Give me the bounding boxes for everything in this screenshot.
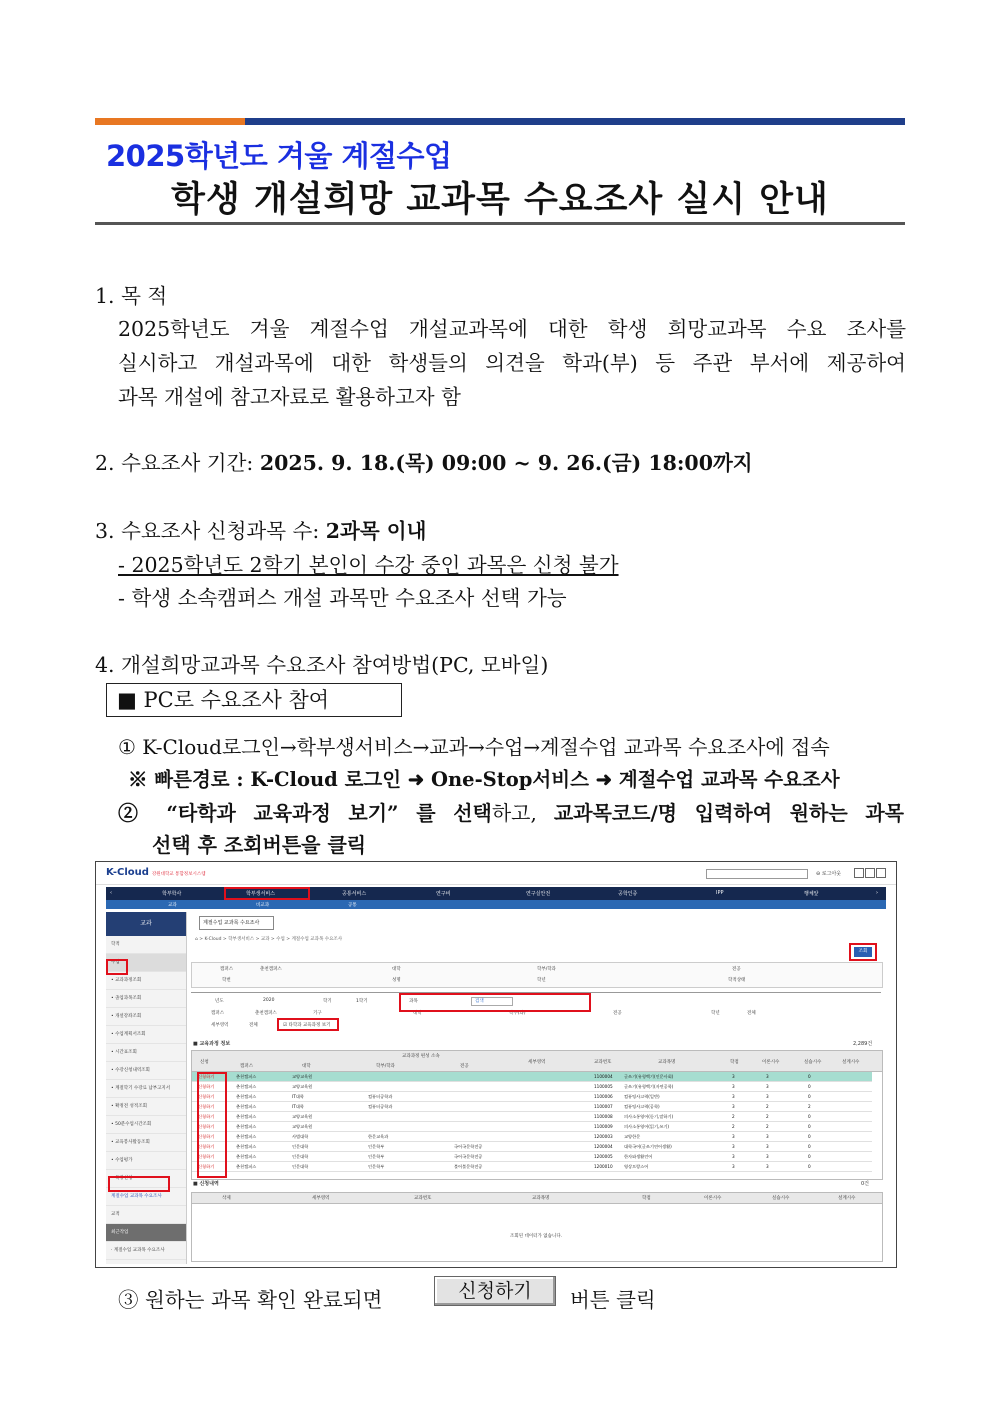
table-cell: 0 [808, 1134, 811, 1139]
filter-label: 학년 [711, 1011, 720, 1016]
table-cell: 컴퓨팅사고력(일반) [624, 1094, 660, 1099]
table-cell: 국어국문학전공 [454, 1154, 483, 1159]
section3-bullet2: - 학생 소속캠퍼스 개설 과목만 수요조사 선택 가능 [118, 586, 567, 610]
step2-b: 하고, [491, 801, 554, 825]
apply-button-image: 신청하기 [434, 1276, 556, 1306]
table-cell: 인문학부 [368, 1154, 385, 1159]
table-cell: 3 [766, 1144, 769, 1149]
table-cell: 춘천캠퍼스 [236, 1074, 257, 1079]
table-cell: 3 [766, 1134, 769, 1139]
grid-col: 설계시수 [838, 1196, 856, 1201]
subnav-item[interactable]: 공통 [348, 903, 357, 908]
table-cell: 춘천캠퍼스 [236, 1114, 257, 1119]
section1-body [118, 312, 906, 414]
grid-header [192, 1051, 882, 1072]
table-cell: 춘천캠퍼스 [236, 1094, 257, 1099]
grid-col: 교과번호 [414, 1196, 432, 1201]
sidebar-item[interactable]: • 졸업과목조회 [106, 990, 186, 1008]
table-cell: 춘천캠퍼스 [236, 1084, 257, 1089]
grid-col: 삭제 [222, 1196, 231, 1201]
kcloud-search-input[interactable] [706, 869, 808, 879]
subtitle: 2025학년도 겨울 계절수업 [106, 139, 452, 173]
table-cell: 3 [732, 1164, 735, 1169]
sidebar-item[interactable]: • 시간표조회 [106, 1044, 186, 1062]
table-cell: 2 [732, 1124, 735, 1129]
table-row[interactable] [192, 1112, 872, 1122]
sidebar-recent-item[interactable]: · 계절수업 교과목 수요조사 [106, 1242, 186, 1260]
table-cell: 춘천캠퍼스 [236, 1124, 257, 1129]
table-cell: 3 [732, 1134, 735, 1139]
filter-label: 세부영역 [211, 1023, 229, 1028]
table-cell: 3 [766, 1094, 769, 1099]
grid-col: 전공 [460, 1064, 469, 1069]
nav-item[interactable]: 행체앞 [804, 891, 819, 897]
table-cell: 3 [732, 1074, 735, 1079]
step2 [118, 797, 904, 826]
grid-col: 교과목명 [658, 1060, 676, 1065]
highlight-student-service [224, 887, 310, 900]
subnav-item[interactable]: 교과 [168, 903, 177, 908]
menu-icon[interactable] [865, 868, 875, 878]
table-row[interactable] [192, 1162, 872, 1172]
filter-label: 학기 [323, 999, 332, 1004]
apply-row-button[interactable]: 신청하기 [198, 1164, 215, 1169]
table-cell: 글쓰기(유형벡기(인문사회) [624, 1074, 674, 1079]
sidebar-item[interactable]: • 수강신청내역조회 [106, 1062, 186, 1080]
table-row[interactable] [192, 1152, 872, 1162]
table-cell: 1200003 [594, 1134, 613, 1139]
table-cell: 1100009 [594, 1124, 613, 1129]
area-select[interactable]: 전체 [249, 1023, 258, 1028]
table-cell: 0 [808, 1164, 811, 1169]
grid-col: 실습시수 [804, 1060, 822, 1065]
grid-col: 학부/학과 [376, 1064, 395, 1069]
table-row[interactable] [192, 1092, 872, 1102]
table-cell: 컴퓨터공학과 [368, 1094, 393, 1099]
form-label: 전공 [732, 967, 741, 972]
table-cell: 인문학부 [368, 1164, 385, 1169]
step1: ① K-Cloud로그인→학부생서비스→교과→수업→계절수업 교과목 수요조사에 접속 [118, 735, 830, 759]
apply-title: ■ 신청내역 [193, 1181, 219, 1187]
subnav-item[interactable]: 비교과 [256, 903, 270, 908]
step3-post: 버튼 클릭 [570, 1288, 656, 1312]
table-cell: 3 [732, 1104, 735, 1109]
section3-label: 3. 수요조사 신청과목 수: [95, 519, 326, 543]
apply-grid [191, 1192, 883, 1262]
table-cell: 2 [732, 1114, 735, 1119]
kcloud-main [191, 912, 891, 1264]
table-cell: 교양교육원 [292, 1074, 313, 1079]
table-cell: 0 [808, 1124, 811, 1129]
course-grid [191, 1050, 883, 1180]
kcloud-logo: K-Cloud 강원대학교 통합정보시스템 [106, 867, 206, 878]
table-cell: 1100006 [594, 1094, 613, 1099]
table-cell: 춘천캠퍼스 [236, 1144, 257, 1149]
apply-row-button[interactable]: 신청하기 [198, 1094, 215, 1099]
grid-col: 세부영역 [312, 1196, 330, 1201]
grid-col: 신청 [200, 1060, 209, 1065]
apply-row-button[interactable]: 신청하기 [198, 1144, 215, 1149]
form-label: 성명 [392, 978, 401, 983]
table-cell: 3 [766, 1084, 769, 1089]
nav-item[interactable]: 연구비 [436, 891, 451, 897]
table-cell: 2 [808, 1104, 811, 1109]
section2-label: 2. 수요조사 기간: [95, 451, 260, 475]
tab-seasonal-survey[interactable]: 계절수업 교과목 수요조사 [199, 916, 274, 930]
sidebar-item[interactable]: • 수업계획서조회 [106, 1026, 186, 1044]
table-cell: 3 [766, 1074, 769, 1079]
table-cell: 0 [808, 1144, 811, 1149]
table-row[interactable] [192, 1142, 872, 1152]
table-cell: 영상프랑스어 [624, 1164, 649, 1169]
table-row[interactable] [192, 1072, 872, 1082]
form-label: 학부/학과 [537, 967, 556, 972]
table-cell: 글쓰기(유형벡기(자연공학) [624, 1084, 674, 1089]
sidebar-item-seasonal-survey[interactable]: 계절수업 교과목 수요조사 [106, 1188, 186, 1206]
table-cell: 사범대학 [292, 1134, 309, 1139]
nav-item[interactable]: 연구실안전 [526, 891, 551, 897]
table-cell: 인문대학 [292, 1154, 309, 1159]
table-cell: 2 [766, 1104, 769, 1109]
grid-col: 실습시수 [772, 1196, 790, 1201]
table-cell: 불어불문학전공 [454, 1164, 483, 1169]
section2 [95, 446, 753, 476]
table-cell: 3 [766, 1154, 769, 1159]
step3-pre: ③ 원하는 과목 확인 완료되면 [118, 1288, 383, 1312]
highlight-other-dept-checkbox [277, 1018, 339, 1031]
section1-line: 2025학년도 겨울 계절수업 개설교과목에 대한 학생 희망교과목 수요 조사를 [118, 317, 906, 341]
grid-col: 설계시수 [842, 1060, 860, 1065]
sidebar-item[interactable]: • 특강신청 [106, 1170, 186, 1188]
filter-label: 과목 [409, 999, 418, 1004]
nav-prev-icon[interactable]: ‹ [110, 890, 112, 896]
grid-title: ■ 교육과정 정보 [193, 1041, 231, 1047]
table-cell: 교양교육원 [292, 1124, 313, 1129]
grid-col: 교과번호 [594, 1060, 612, 1065]
table-cell: 교양교육원 [292, 1114, 313, 1119]
table-cell: 1100005 [594, 1084, 613, 1089]
nav-item[interactable]: IPP [716, 890, 724, 896]
highlight-survey-menu [108, 1176, 170, 1192]
campus-select[interactable]: 춘천캠퍼스 [255, 1011, 277, 1016]
grid-icon[interactable] [876, 868, 886, 878]
step2-a: ② “타학과 교육과정 보기” 를 선택 [118, 801, 492, 825]
table-row[interactable] [192, 1102, 872, 1112]
table-cell: 1100008 [594, 1114, 613, 1119]
apply-count: 0건 [861, 1181, 870, 1187]
apply-row-button[interactable]: 신청하기 [198, 1154, 215, 1159]
table-row[interactable] [192, 1132, 872, 1142]
kcloud-header [96, 862, 896, 885]
table-row[interactable] [192, 1122, 872, 1132]
table-cell: 1100004 [594, 1074, 613, 1079]
table-cell: 1100007 [594, 1104, 613, 1109]
course-limit: 2과목 이내 [325, 519, 427, 543]
table-cell: 컴퓨팅사고력(공학) [624, 1104, 660, 1109]
nav-item-student-service[interactable]: 학부생서비스 [246, 891, 275, 897]
grade-select[interactable]: 전체 [747, 1011, 756, 1016]
table-cell: IT대학 [292, 1104, 304, 1109]
apply-row-button[interactable]: 신청하기 [198, 1134, 215, 1139]
sidebar-item[interactable]: 학적 [106, 936, 186, 954]
form-value: 춘천캠퍼스 [260, 967, 282, 972]
nav-item[interactable]: 공학인증 [618, 891, 638, 897]
sidebar-recent-head: 최근작업 [106, 1224, 186, 1242]
sidebar-item[interactable]: • 확정전 성적조회 [106, 1098, 186, 1116]
form-label: 학적상태 [728, 978, 746, 983]
section1-line: 과목 개설에 참고자료로 활용하고자 함 [118, 385, 461, 409]
table-cell: 인문학부 [368, 1144, 385, 1149]
nav-next-icon[interactable]: › [876, 890, 878, 896]
table-cell: 대학국어(글쓰기연어생활) [624, 1144, 672, 1149]
survey-period: 2025. 9. 18.(목) 09:00 ~ 9. 26.(금) 18:00까지 [259, 451, 753, 475]
grid-col: 대학 [302, 1064, 311, 1069]
sidebar-item[interactable]: 교적 [106, 1206, 186, 1224]
table-cell: 춘천캠퍼스 [236, 1154, 257, 1159]
table-cell: 한문교육과 [368, 1134, 389, 1139]
highlight-search-button [849, 943, 877, 961]
filter-label: 캠퍼스 [211, 1011, 225, 1016]
table-cell: 교양교육원 [292, 1084, 313, 1089]
sidebar-head: 교과 [106, 912, 186, 936]
filter-label: 학부(과) [509, 1011, 526, 1016]
logout-link[interactable]: ⊖ 로그아웃 [816, 871, 842, 877]
sidebar-item-class[interactable]: 수업 [106, 954, 186, 972]
highlight-apply-buttons [197, 1072, 227, 1178]
section1-heading: 1. 목 적 [95, 284, 168, 308]
grid-col: 학점 [642, 1196, 651, 1201]
kcloud-sub-nav [106, 900, 886, 909]
table-cell: 0 [808, 1084, 811, 1089]
step2-line2: 선택 후 조회버튼을 클릭 [152, 833, 367, 857]
empty-message: 조회된 데이터가 없습니다. [510, 1234, 563, 1239]
table-cell: 2 [766, 1114, 769, 1119]
table-cell: 한자와생활언어 [624, 1154, 653, 1159]
filter-label: 대학 [413, 1011, 422, 1016]
nav-item[interactable]: 학부학사 [162, 891, 182, 897]
filter-label: 전공 [613, 1011, 622, 1016]
course-search-link[interactable]: 검색 [475, 999, 484, 1004]
table-cell: 춘천캠퍼스 [236, 1164, 257, 1169]
form-label: 캠퍼스 [220, 967, 234, 972]
grid-col: 캠퍼스 [240, 1064, 254, 1069]
highlight-course-input [399, 993, 591, 1012]
table-cell: 인문대학 [292, 1144, 309, 1149]
table-cell: 춘천캠퍼스 [236, 1104, 257, 1109]
table-cell: 1200010 [594, 1164, 613, 1169]
filter-label: 년도 [215, 999, 224, 1004]
student-info-form [191, 962, 883, 988]
grid-group-header: 교과과정 편성 소속 [402, 1054, 440, 1059]
year-select[interactable]: 2020 [263, 998, 275, 1003]
form-label: 학년 [537, 978, 546, 983]
table-cell: 교양한문 [624, 1134, 641, 1139]
table-cell: 춘천캠퍼스 [236, 1134, 257, 1139]
header-bar-accent [95, 118, 245, 125]
grid-col: 이론시수 [704, 1196, 722, 1201]
step2-c: 교과목코드/명 입력하여 원하는 과목 [553, 801, 904, 825]
apply-row-button[interactable]: 신청하기 [198, 1104, 215, 1109]
table-cell: 3 [732, 1084, 735, 1089]
pc-box: ■ PC로 수요조사 참여 [106, 683, 402, 717]
breadcrumb: ⌂ > K-Cloud > 학부생서비스 > 교과 > 수업 > 계절수업 교과목 수요조사 [195, 937, 343, 942]
table-row[interactable] [192, 1082, 872, 1092]
semester-select[interactable]: 1학기 [356, 999, 368, 1004]
shortcut: ※ 빠른경로 : K-Cloud 로그인 ➜ One-Stop서비스 ➜ 계절수업 교과목 수요조사 [128, 768, 840, 791]
grid-col: 교과목명 [532, 1196, 550, 1201]
apply-row-button[interactable]: 신청하기 [198, 1114, 215, 1119]
toolbar-icons [854, 868, 890, 878]
table-cell: 2 [766, 1124, 769, 1129]
apply-row-button[interactable]: 신청하기 [198, 1084, 215, 1089]
sidebar-item[interactable]: • 50분수업시간조회 [106, 1116, 186, 1134]
kcloud-main-nav [106, 887, 886, 900]
table-cell: 0 [808, 1074, 811, 1079]
title-rule [95, 222, 905, 225]
form-label: 학번 [222, 978, 231, 983]
table-cell: 컴퓨터공학과 [368, 1104, 393, 1109]
table-cell: 1200005 [594, 1154, 613, 1159]
kcloud-screenshot [95, 861, 897, 1268]
sidebar-item[interactable]: • 수업평가 [106, 1152, 186, 1170]
section3-bullet1: - 2025학년도 2학기 본인이 수강 중인 과목은 신청 불가 [118, 553, 619, 577]
sidebar-item[interactable]: • 계절학기 수강료 납부고지서 [106, 1080, 186, 1098]
grid-col: 세부영역 [528, 1060, 546, 1065]
grid-col: 이론시수 [762, 1060, 780, 1065]
table-cell: 3 [732, 1154, 735, 1159]
table-cell: 0 [808, 1154, 811, 1159]
section3 [95, 514, 426, 544]
home-icon[interactable] [854, 868, 864, 878]
table-cell: 국어국문학전공 [454, 1144, 483, 1149]
highlight-class-menu [106, 959, 128, 975]
sidebar-item[interactable]: • 개설강좌조회 [106, 1008, 186, 1026]
table-cell: 3 [766, 1164, 769, 1169]
table-cell: 의사소통영어(듣기,말하기) [624, 1114, 674, 1119]
table-cell: 인문대학 [292, 1164, 309, 1169]
nav-item[interactable]: 공통서비스 [342, 891, 367, 897]
table-cell: 0 [808, 1114, 811, 1119]
grid-col: 학점 [730, 1060, 739, 1065]
section4-heading: 4. 개설희망교과목 수요조사 참여방법(PC, 모바일) [95, 653, 549, 677]
apply-row-button[interactable]: 신청하기 [198, 1074, 215, 1079]
section1-line: 실시하고 개설과목에 대한 학생들의 의견을 학과(부) 등 주관 부서에 제공하여 [118, 351, 906, 375]
table-cell: 1200004 [594, 1144, 613, 1149]
apply-grid-header [192, 1193, 882, 1204]
other-dept-checkbox[interactable]: ☑ 타학과 교육과정 보기 [283, 1023, 331, 1028]
sidebar-item[interactable]: • 교육봉사활동조회 [106, 1134, 186, 1152]
filter-label: 기구 [313, 1011, 322, 1016]
grid-count: 2,289건 [853, 1041, 873, 1047]
table-cell: 3 [732, 1144, 735, 1149]
sidebar-item[interactable]: • 교과과정조회 [106, 972, 186, 990]
table-cell: 의사소통영어(읽기,쓰기) [624, 1124, 670, 1129]
page-title: 학생 개설희망 교과목 수요조사 실시 안내 [171, 180, 829, 220]
form-label: 대학 [392, 967, 401, 972]
table-cell: 3 [732, 1094, 735, 1099]
table-cell: 0 [808, 1094, 811, 1099]
table-cell: IT대학 [292, 1094, 304, 1099]
apply-row-button[interactable]: 신청하기 [198, 1124, 215, 1129]
search-button[interactable]: 조회 [854, 947, 872, 957]
